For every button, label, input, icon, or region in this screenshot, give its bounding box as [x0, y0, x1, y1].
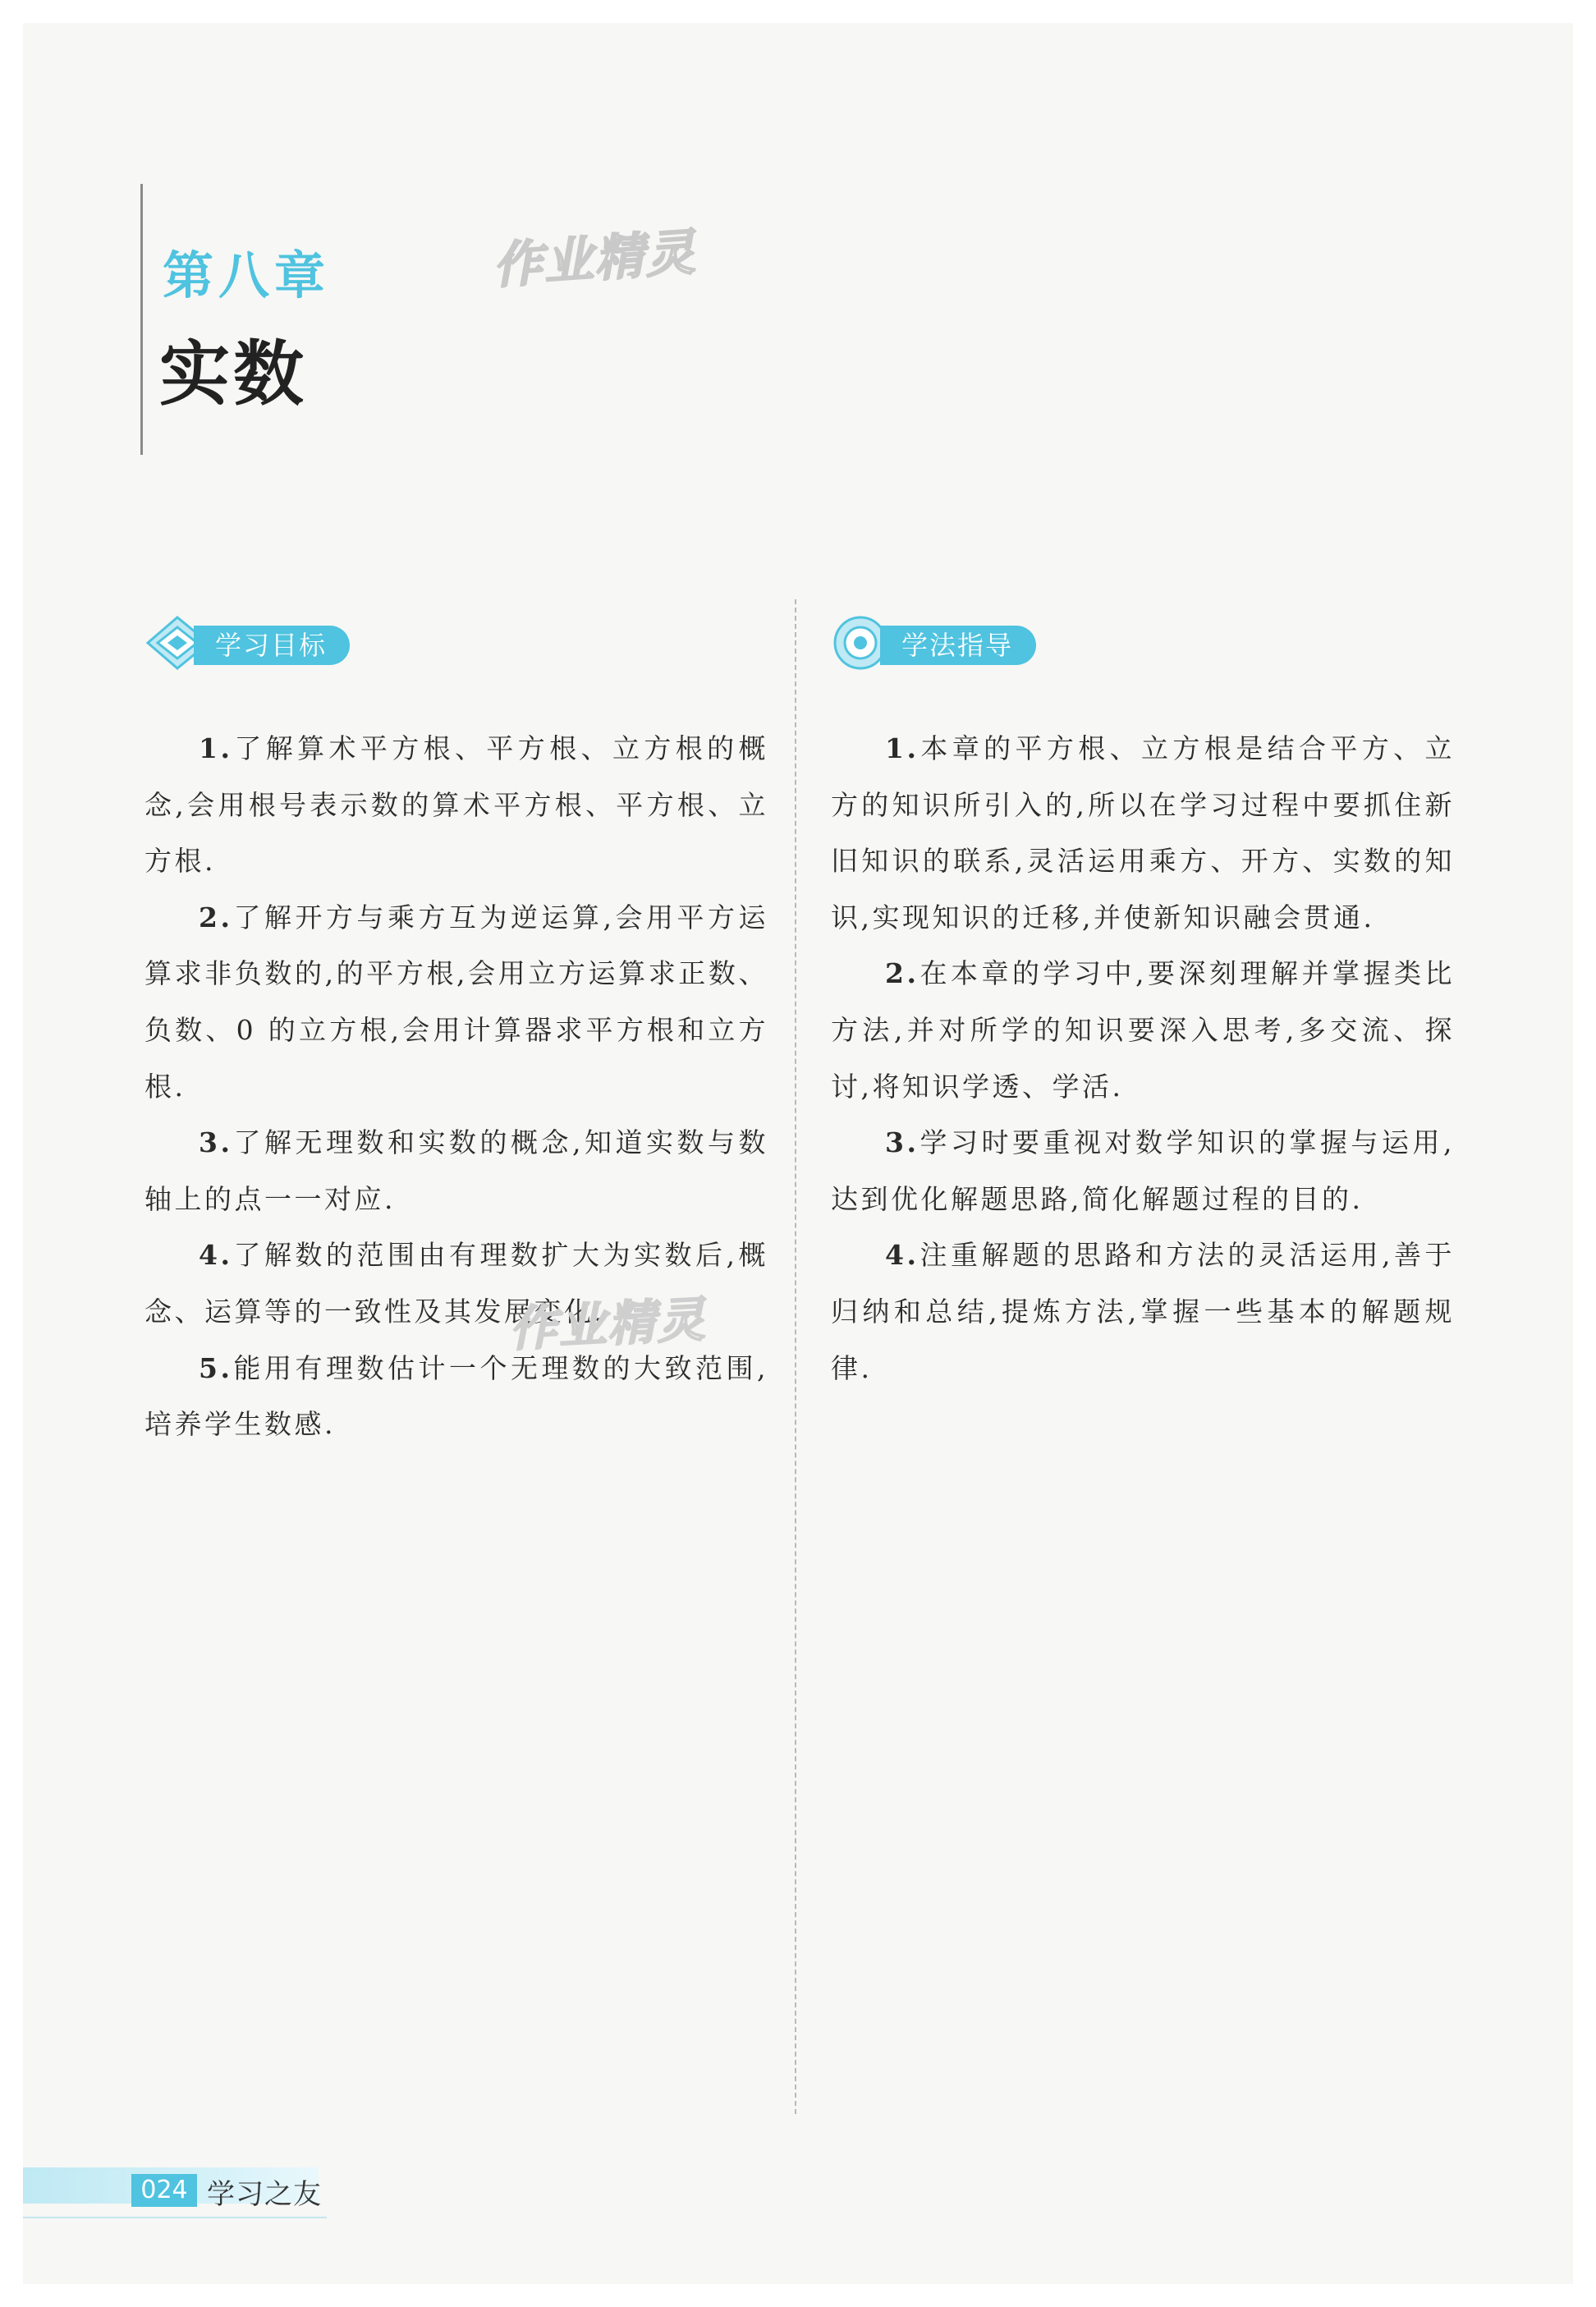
list-item: 1.本章的平方根、立方根是结合平方、立方的知识所引入的,所以在学习过程中要抓住新旧知识的联系,灵活运用乘方、开方、实数的知识,实现知识的迁移,并使新知识融会贯通.: [831, 732, 1455, 933]
footer-divider: [23, 2217, 327, 2218]
watermark-logo: 作业精灵: [491, 223, 699, 296]
list-item: 3.学习时要重视对数学知识的掌握与运用,达到优化解题思路,简化解题过程的目的.: [831, 1126, 1455, 1215]
learning-goals-badge: [144, 614, 768, 672]
column-divider: [795, 599, 796, 2114]
chapter-header-rule: [140, 184, 143, 455]
book-title: 学习之友: [207, 2178, 322, 2211]
page-number: 024: [131, 2174, 197, 2207]
list-item: 5.能用有理数估计一个无理数的大致范围,培养学生数感.: [144, 1351, 768, 1441]
study-guide-badge: [831, 614, 1455, 672]
chapter-label: 第八章: [163, 245, 331, 305]
list-item: 2.在本章的学习中,要深刻理解并掌握类比方法,并对所学的知识要深入思考,多交流、探讨,将知识学透、学活.: [831, 957, 1455, 1103]
list-item: 2.了解开方与乘方互为逆运算,会用平方运算求非负数的,的平方根,会用立方运算求正数、负数、0 的立方根,会用计算器求平方根和立方根.: [144, 901, 768, 1103]
chapter-title: 实数: [159, 333, 307, 415]
list-item: 3.了解无理数和实数的概念,知道实数与数轴上的点一一对应.: [144, 1126, 768, 1215]
study-guide-section: [831, 614, 1455, 1397]
list-item: 1.了解算术平方根、平方根、立方根的概念,会用根号表示数的算术平方根、平方根、立方根.: [144, 732, 768, 878]
watermark-logo: 作业精灵: [507, 1291, 708, 1358]
learning-goals-title: 学习目标: [194, 626, 350, 665]
list-item: 4.了解数的范围由有理数扩大为实数后,概念、运算等的一致性及其发展变化.: [144, 1239, 768, 1328]
study-guide-title: 学法指导: [880, 626, 1036, 665]
list-item: 4.注重解题的思路和方法的灵活运用,善于归纳和总结,提炼方法,掌握一些基本的解题规律.: [831, 1239, 1455, 1384]
